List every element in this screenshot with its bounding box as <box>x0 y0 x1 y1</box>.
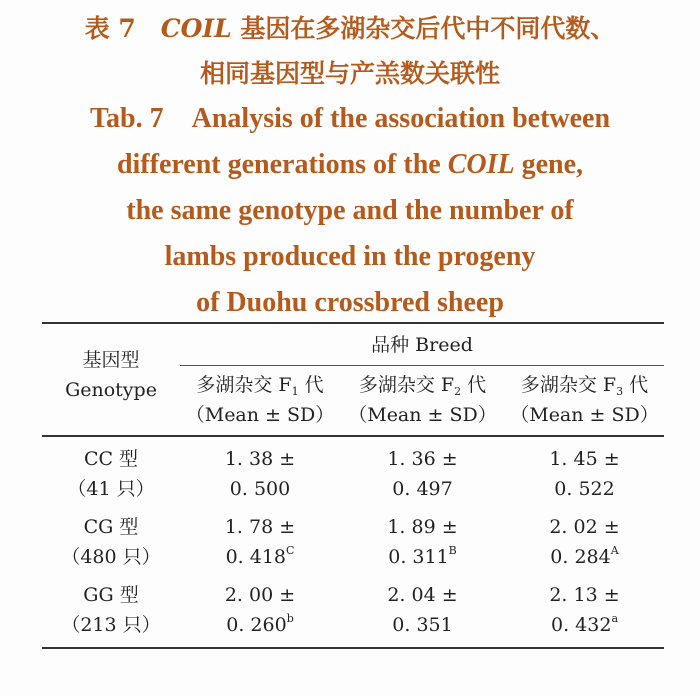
table-cell: 1. 78 ± 0. $418^C$ <box>224 516 296 568</box>
breed-header-rule <box>180 365 664 366</box>
table-cell: 1. 36 ± 0. 497 <box>387 448 458 500</box>
caption-number-zh: 表 7 <box>84 14 161 43</box>
table-cell: 1. 45 ± 0. 522 <box>549 448 620 500</box>
caption-en-line-4: lambs produced in the progeny <box>164 241 536 272</box>
column-header-f2 <box>340 370 505 430</box>
caption-zh-line-1 <box>0 6 700 51</box>
genotype-header <box>42 345 180 405</box>
row-genotype-gg: GG 型 （213 只） <box>61 584 161 636</box>
caption-zh-line-2: 相同基因型与产羔数关联性 <box>199 59 500 88</box>
caption-en-text: different generations of the <box>116 149 448 180</box>
table-cell: 2. 13 ± 0. 432$^a$ <box>549 584 620 636</box>
caption-zh-text: 基因在多湖杂交后代中不同代数、 <box>231 14 616 43</box>
table-caption <box>0 6 700 326</box>
caption-en-line-3: the same genotype and the number of <box>126 195 574 226</box>
breed-header: 品种 Breed <box>371 334 473 356</box>
table-cell: 1. 38 ± 0. 500 <box>224 448 296 500</box>
row-genotype-cg: CG 型 （480 只） <box>61 516 161 568</box>
caption-gene-en: COIL <box>447 149 515 180</box>
column-name: 多湖杂交 $F_3$ 代 <box>520 374 649 398</box>
caption-en-line-5: of Duohu crossbred sheep <box>196 287 504 318</box>
column-stat: （Mean ± SD） <box>348 404 497 426</box>
table-top-rule <box>42 322 664 324</box>
genotype-header-zh: 基因型 <box>82 349 140 371</box>
column-stat: （Mean ± SD） <box>510 404 659 426</box>
table-header-rule <box>42 435 664 437</box>
row-genotype-cc: CC 型 （41 只） <box>67 448 155 500</box>
table-cell: 2. 04 ± 0. 351 <box>387 584 458 636</box>
column-header-f3 <box>505 370 664 430</box>
column-header-f1 <box>180 370 340 430</box>
table-cell: 2. 02 ± 0. $284^A$ <box>549 516 620 568</box>
caption-en-line-1: Tab. 7 Analysis of the association between <box>89 103 611 134</box>
column-stat: （Mean ± SD） <box>185 404 335 426</box>
table-bottom-rule <box>42 647 664 649</box>
caption-en-text: gene, <box>514 149 584 180</box>
table-cell: 2. 00 ± 0. 260$^b$ <box>224 584 296 636</box>
column-name: 多湖杂交 $F_1$ 代 <box>196 374 324 398</box>
genotype-header-en: Genotype <box>65 379 157 401</box>
caption-en-line-2 <box>0 142 700 188</box>
caption-gene-zh: COIL <box>160 14 232 43</box>
column-name: 多湖杂交 $F_2$ 代 <box>358 374 487 398</box>
table-cell: 1. 89 ± 0. $311^B$ <box>387 516 458 568</box>
